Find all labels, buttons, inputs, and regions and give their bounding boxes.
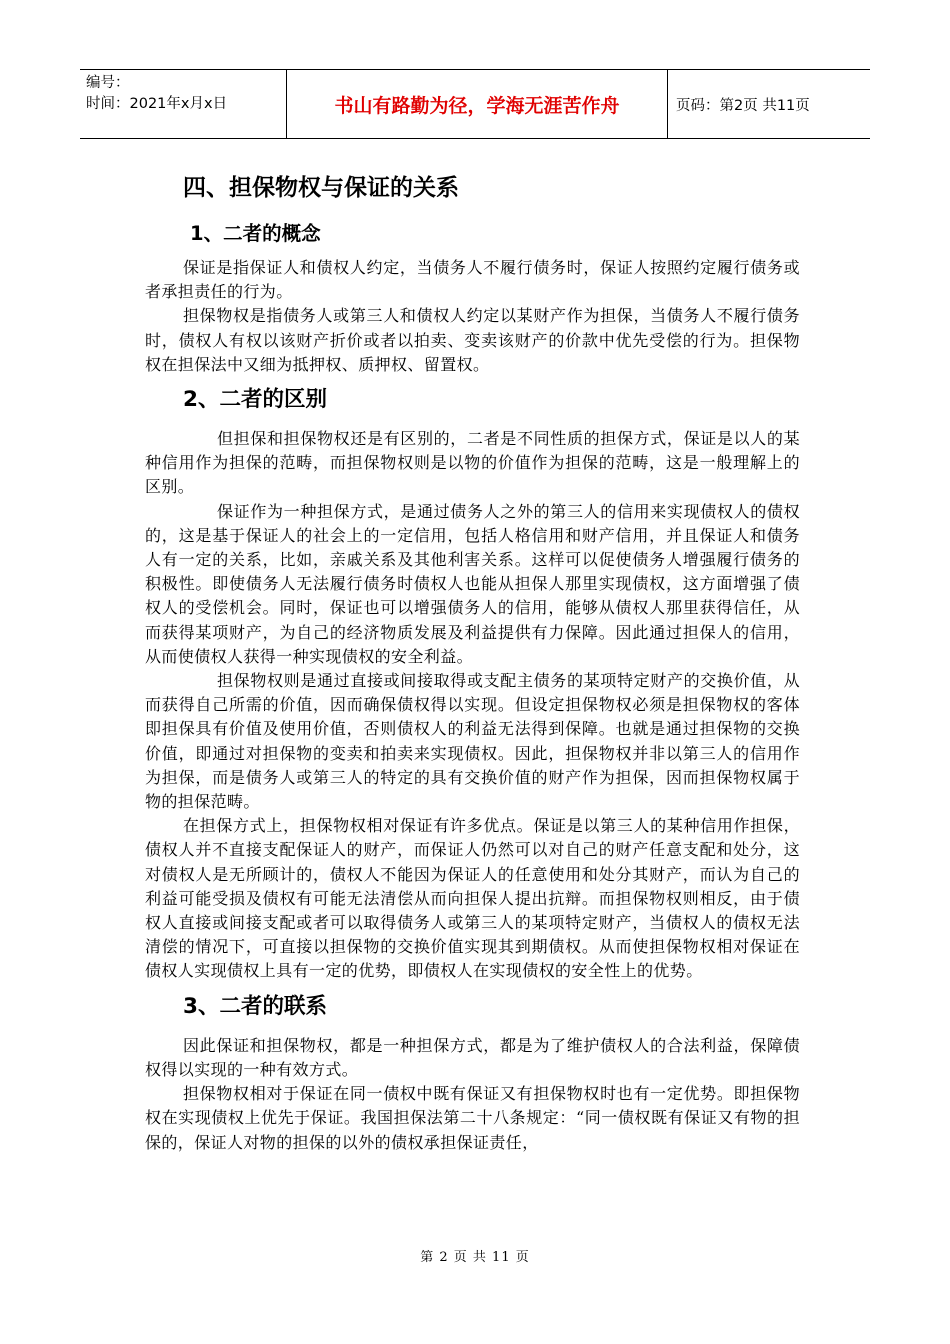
section-title: 四、担保物权与保证的关系 xyxy=(183,175,459,201)
subsection-heading-connection: 3、二者的联系 xyxy=(183,993,327,1019)
page-footer: 第 2 页 共 11 页 xyxy=(420,1250,530,1265)
paragraph: 保证作为一种担保方式，是通过债务人之外的第三人的信用来实现债权人的债权的，这是基于保证人的社会上的一定信用，包括人格信用和财产信用，并且保证人和债务人有一定的关系，比如，亲戚关系及其他利害关系。这样可以促使债务人增强履行债务的积极性。即使债务人无法履行债务时债权人也能从担保人那里实现债权，这方面增强了债权人的受偿机会。同时，保证也可以增强债务人的信用，能够从债权人那里获得信任，从而获得某项财产，为自己的经济物质发展及利益提供有力保障。因此通过担保人的信用，从而使债权人获得一种实现债权的安全利益。 xyxy=(145,501,800,666)
paragraph: 在担保方式上，担保物权相对保证有许多优点。保证是以第三人的某种信用作担保，债权人并不直接支配保证人的财产，而保证人仍然可以对自己的财产任意支配和处分，这对债权人是无所顾计的，债权人不能因为保证人的任意使用和处分其财产，而认为自己的利益可能受损及债权有可能无法清偿从而向担保人提出抗辩。而担保物权则相反，由于债权人直接或间接支配或者可以取得债务人或第三人的某项特定财产，当债权人的债权无法清偿的情况下，可直接以担保物的交换价值实现其到期债权。从而使担保物权相对保证在债权人实现债权上具有一定的优势，即债权人在实现债权的安全性上的优势。 xyxy=(145,816,800,981)
header-motto: 书山有路勤为径，学海无涯苦作舟 xyxy=(287,70,668,138)
paragraph: 但担保和担保物权还是有区别的，二者是不同性质的担保方式，保证是以人的某种信用作为担保的范畴，而担保物权则是以物的价值作为担保的范畴，这是一般理解上的区别。 xyxy=(145,429,800,497)
paragraph: 担保物权是指债务人或第三人和债权人约定以某财产作为担保，当债务人不履行债务时，债权人有权以该财产折价或者以拍卖、变卖该财产的价款中优先受偿的行为。担保物权在担保法中又细为抵押权、质押权、留置权。 xyxy=(145,306,800,374)
page-header xyxy=(80,69,870,139)
document-number: 编号： xyxy=(86,75,130,91)
document-body xyxy=(145,160,800,1155)
header-meta xyxy=(80,70,287,138)
paragraph: 担保物权则是通过直接或间接取得或支配主债务的某项特定财产的交换价值，从而获得自己所需的价值，因而确保债权得以实现。但设定担保物权必须是担保物权的客体即担保具有价值及使用价值，否则债权人的利益无法得到保障。也就是通过担保物的交换价值，即通过对担保物的变卖和拍卖来实现债权。因此，担保物权并非以第三人的信用作为担保，而是债务人或第三人的特定的具有交换价值的财产作为担保，因而担保物权属于物的担保范畴。 xyxy=(145,671,800,812)
document-date: 时间：2021年x月x日 xyxy=(86,96,228,112)
subsection-heading-concept: 1、二者的概念 xyxy=(190,222,321,245)
paragraph: 担保物权相对于保证在同一债权中既有保证又有担保物权时也有一定优势。即担保物权在实现债权上优先于保证。我国担保法第二十八条规定：“同一债权既有保证又有物的担保的，保证人对物的担保的以外的债权承担保证责任， xyxy=(145,1084,800,1152)
paragraph: 因此保证和担保物权，都是一种担保方式，都是为了维护债权人的合法利益，保障债权得以实现的一种有效方式。 xyxy=(145,1035,800,1079)
header-page-info: 页码：第2页 共11页 xyxy=(676,97,810,114)
subsection-heading-difference: 2、二者的区别 xyxy=(183,387,327,413)
paragraph: 保证是指保证人和债权人约定，当债务人不履行债务时，保证人按照约定履行债务或者承担责任的行为。 xyxy=(145,258,800,302)
